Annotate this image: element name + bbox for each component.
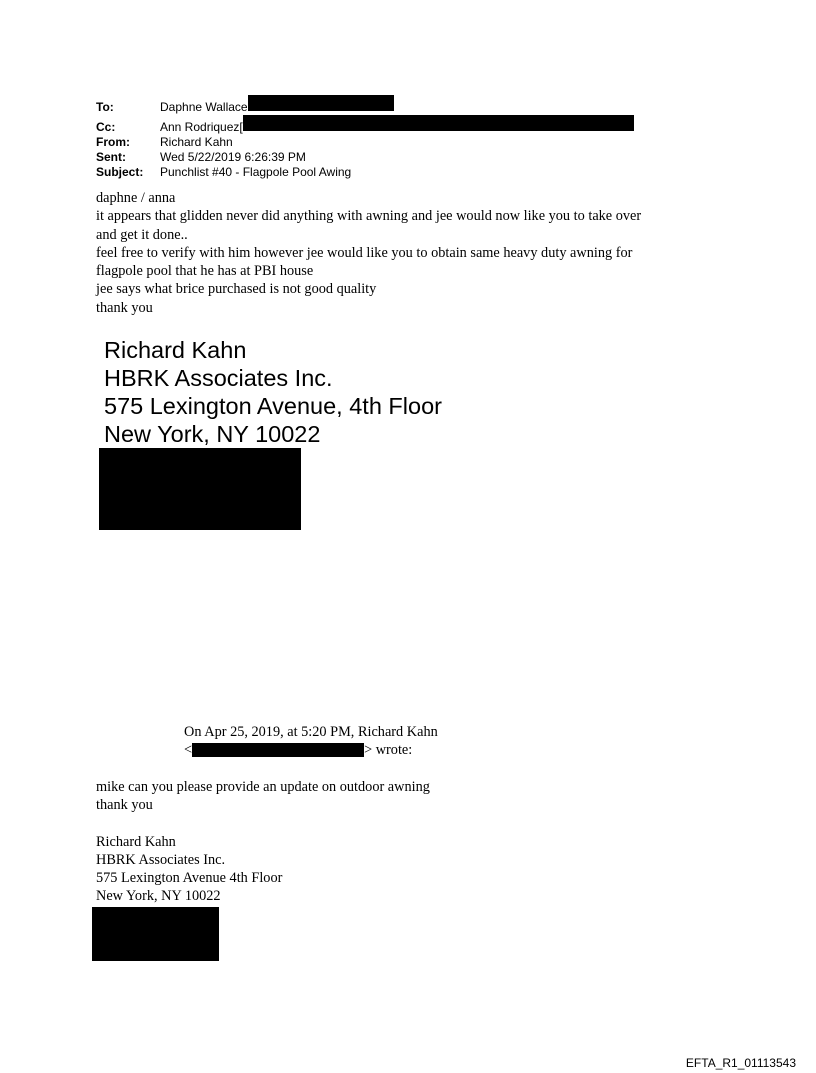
signature-city: New York, NY 10022: [104, 421, 321, 447]
body-line: daphne / anna: [96, 190, 176, 206]
quote-intro: [184, 723, 438, 759]
reply-line-1: mike can you please provide an update on outdoor awning: [96, 779, 430, 795]
body-line: thank you: [96, 299, 153, 316]
redaction-box: [92, 907, 219, 961]
quote-line-1: On Apr 25, 2019, at 5:20 PM, Richard Kahn: [184, 724, 438, 740]
redaction-box: [192, 743, 364, 757]
signature-address: 575 Lexington Avenue, 4th Floor: [104, 393, 442, 419]
signature-city: New York, NY 10022: [96, 888, 221, 904]
to-value: Daphne Wallace: [160, 100, 248, 114]
reply-line-2: thank you: [96, 797, 153, 813]
quote-prefix: <: [184, 742, 193, 758]
document-id: EFTA_R1_01113543: [685, 1056, 796, 1070]
subject-label: Subject:: [96, 165, 144, 179]
signature-address: 575 Lexington Avenue 4th Floor: [96, 870, 283, 886]
signature-large: [104, 336, 442, 448]
redaction-box: [99, 448, 301, 530]
subject-value: Punchlist #40 - Flagpole Pool Awing: [160, 165, 352, 179]
body-line: it appears that glidden never did anything with awning and jee would now like you to take over: [96, 208, 642, 225]
from-row: [96, 135, 634, 150]
from-value: Richard Kahn: [160, 135, 233, 149]
email-header: [96, 95, 634, 180]
to-label: To:: [96, 100, 114, 114]
quoted-message: [96, 778, 430, 814]
signature-company: HBRK Associates Inc.: [104, 365, 333, 391]
signature-name: Richard Kahn: [96, 834, 176, 850]
quote-line-2: [184, 741, 438, 759]
signature-company: HBRK Associates Inc.: [96, 852, 226, 868]
redaction-box: [248, 95, 394, 111]
redaction-box: [243, 115, 634, 131]
cc-value: Ann Rodriquez[: [160, 120, 243, 134]
cc-label: Cc:: [96, 120, 116, 134]
sent-label: Sent:: [96, 150, 126, 164]
body-line: flagpole pool that he has at PBI house: [96, 263, 314, 280]
sent-row: [96, 150, 634, 165]
body-line: and get it done..: [96, 226, 188, 243]
from-label: From:: [96, 135, 130, 149]
body-line: feel free to verify with him however jee would like you to obtain same heavy duty awning for: [96, 244, 633, 261]
quote-suffix: > wrote:: [364, 742, 413, 758]
body-line: jee says what brice purchased is not good quality: [96, 281, 377, 298]
sent-value: Wed 5/22/2019 6:26:39 PM: [160, 150, 306, 164]
to-row: [96, 95, 634, 115]
email-body: [96, 189, 736, 317]
subject-row: [96, 165, 634, 180]
signature-name: Richard Kahn: [104, 337, 247, 363]
signature-small: [96, 833, 282, 905]
cc-row: [96, 115, 634, 135]
